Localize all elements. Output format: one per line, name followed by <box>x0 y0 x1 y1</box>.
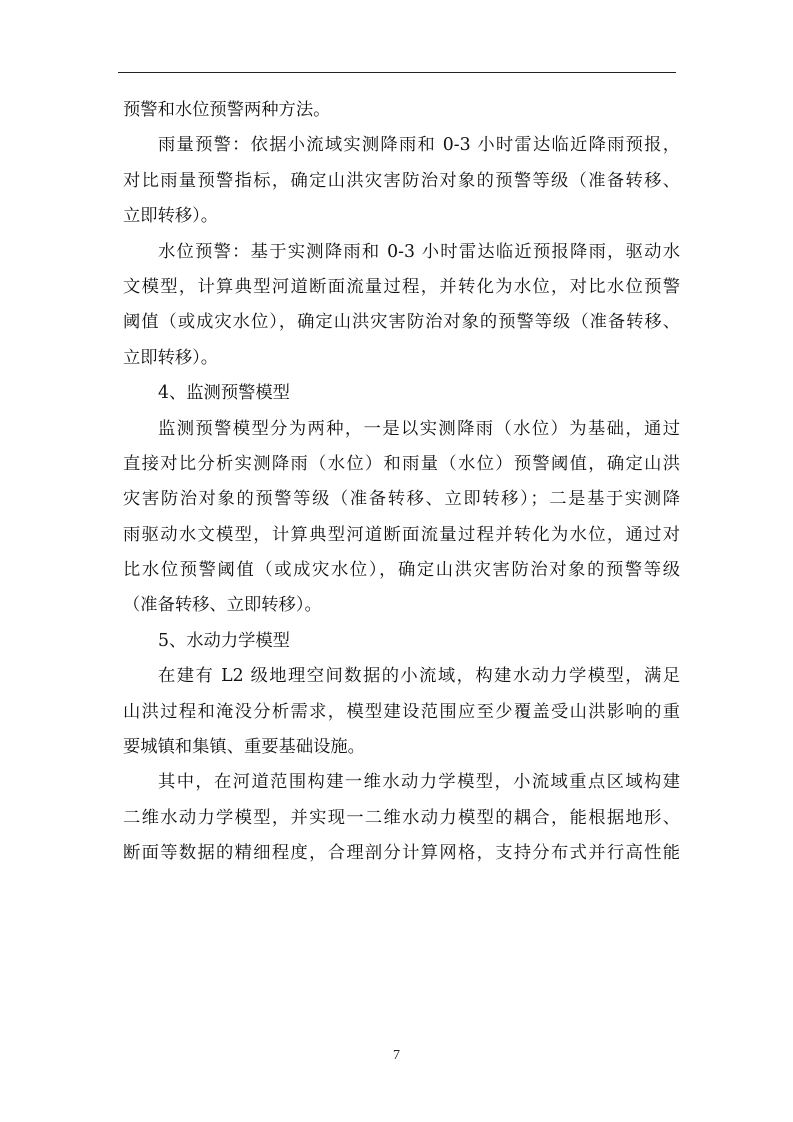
header-rule <box>118 72 676 73</box>
text-line: 二维水动力学模型，并实现一二维水动力模型的耦合，能根据地形、 <box>123 807 680 828</box>
text-line: 监测预警模型分为两种，一是以实测降雨（水位）为基础，通过 <box>158 418 680 439</box>
text-line: 立即转移）。 <box>123 347 219 368</box>
body-text <box>123 93 680 872</box>
text-line: 雨驱动水文模型，计算典型河道断面流量过程并转化为水位，通过对 <box>123 524 680 545</box>
text-line: 要城镇和集镇、重要基础设施。 <box>123 737 365 758</box>
text-line: 灾害防治对象的预警等级（准备转移、立即转移）；二是基于实测降 <box>123 489 680 510</box>
text-line: 立即转移）。 <box>123 206 219 227</box>
text-line: 其中，在河道范围构建一维水动力学模型，小流域重点区域构建 <box>158 772 680 793</box>
text-line: 比水位预警阈值（或成灾水位），确定山洪灾害防治对象的预警等级 <box>123 560 680 581</box>
text-line: （准备转移、立即转移）。 <box>123 595 322 616</box>
text-line: 在建有 L2 级地理空间数据的小流域，构建水动力学模型，满足 <box>158 666 680 687</box>
text-line: 山洪过程和淹没分析需求，模型建设范围应至少覆盖受山洪影响的重 <box>123 701 680 722</box>
text-line: 对比雨量预警指标，确定山洪灾害防治对象的预警等级（准备转移、 <box>123 170 680 191</box>
text-line: 预警和水位预警两种方法。 <box>123 100 331 120</box>
text-line: 文模型，计算典型河道断面流量过程，并转化为水位，对比水位预警 <box>123 276 680 297</box>
page-number: 7 <box>393 1048 400 1063</box>
text-line: 水位预警：基于实测降雨和 0-3 小时雷达临近预报降雨，驱动水 <box>158 241 680 262</box>
text-line: 阈值（或成灾水位），确定山洪灾害防治对象的预警等级（准备转移、 <box>123 312 680 333</box>
text-line: 直接对比分析实测降雨（水位）和雨量（水位）预警阈值，确定山洪 <box>123 453 680 474</box>
text-line: 断面等数据的精细程度，合理剖分计算网格，支持分布式并行高性能 <box>123 843 680 864</box>
text-line: 雨量预警：依据小流域实测降雨和 0-3 小时雷达临近降雨预报， <box>158 135 680 156</box>
section-heading: 5、水动力学模型 <box>158 630 290 651</box>
section-heading: 4、监测预警模型 <box>158 383 290 404</box>
